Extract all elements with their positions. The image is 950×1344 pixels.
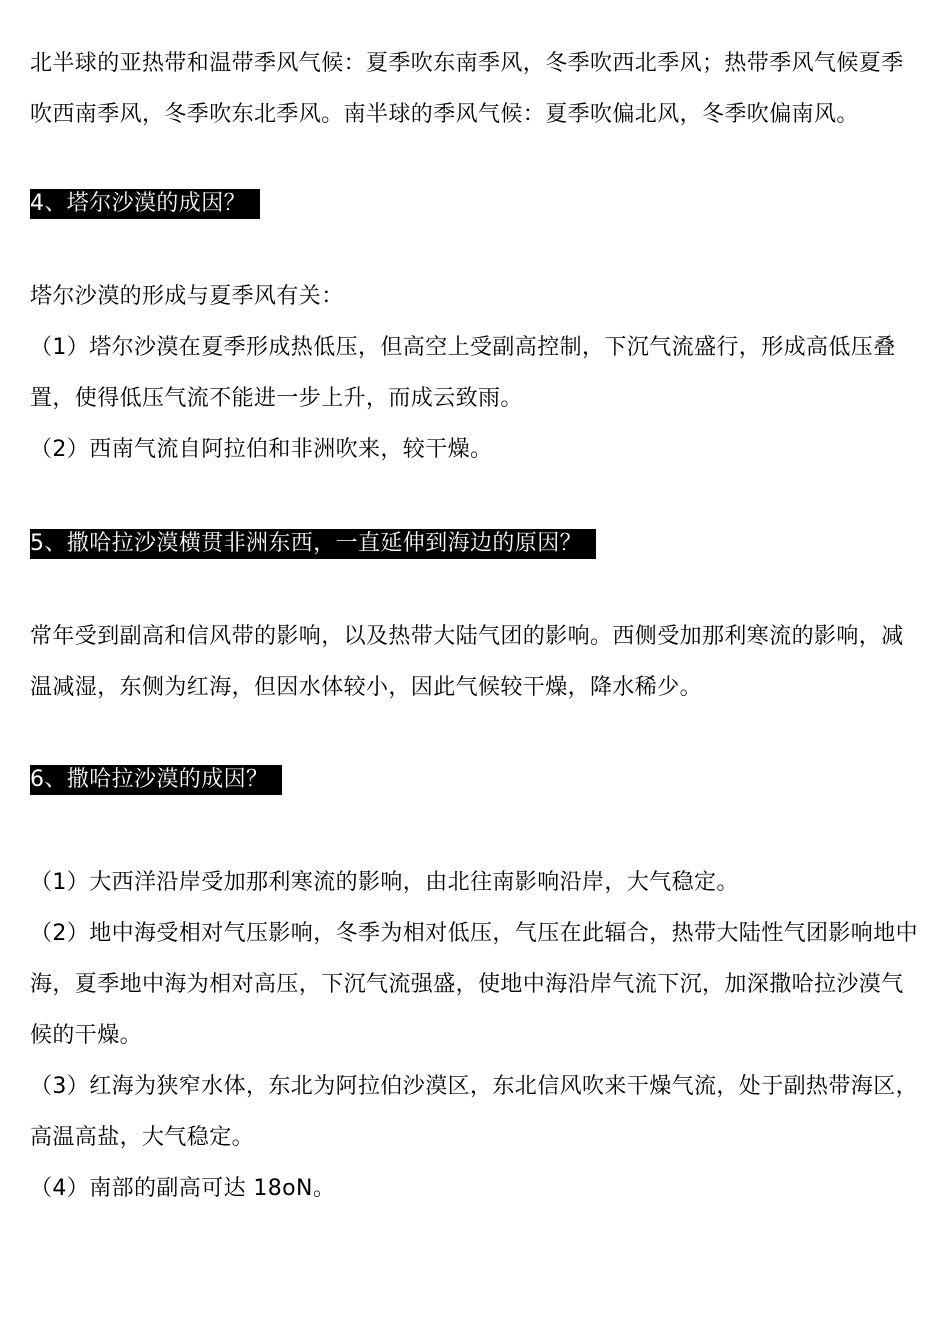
section4-point1: （1）塔尔沙漠在夏季形成热低压，但高空上受副高控制，下沉气流盛行，形成高低压叠置，使得低压气流不能进一步上升，而成云致雨。: [30, 335, 896, 411]
section6-point2: （2）地中海受相对气压影响，冬季为相对低压，气压在此辐合，热带大陆性气团影响地中海，夏季地中海为相对高压，下沉气流强盛，使地中海沿岸气流下沉，加深撒哈拉沙漠气候的干燥。: [30, 921, 918, 1048]
section4-point2: （2）西南气流自阿拉伯和非洲吹来，较干燥。: [30, 437, 493, 462]
intro-paragraph: 北半球的亚热带和温带季风气候：夏季吹东南季风，冬季吹西北季风；热带季风气候夏季吹西南季风，冬季吹东北季风。南半球的季风气候：夏季吹偏北风，冬季吹偏南风。: [30, 51, 904, 127]
section5-body: 常年受到副高和信风带的影响，以及热带大陆气团的影响。西侧受加那利寒流的影响，减温减湿，东侧为红海，但因水体较小，因此气候较干燥，降水稀少。: [30, 624, 904, 700]
section6-heading-row: [30, 765, 925, 795]
section6-point3: （3）红海为狭窄水体，东北为阿拉伯沙漠区，东北信风吹来干燥气流，处于副热带海区，高温高盐，大气稳定。: [30, 1074, 918, 1150]
section5-heading: 5、撒哈拉沙漠横贯非洲东西，一直延伸到海边的原因？: [30, 529, 596, 559]
document-page: [30, 38, 925, 1214]
section4-heading: 4、塔尔沙漠的成因？: [30, 189, 260, 219]
section6-point1: （1）大西洋沿岸受加那利寒流的影响，由北往南影响沿岸，大气稳定。: [30, 870, 739, 895]
section4-heading-row: [30, 189, 925, 219]
section6-point4: （4）南部的副高可达 18oN。: [30, 1176, 336, 1201]
section6-heading: 6、撒哈拉沙漠的成因？: [30, 765, 282, 795]
section4-lead: 塔尔沙漠的形成与夏季风有关：: [30, 284, 344, 309]
section5-heading-row: [30, 529, 925, 559]
